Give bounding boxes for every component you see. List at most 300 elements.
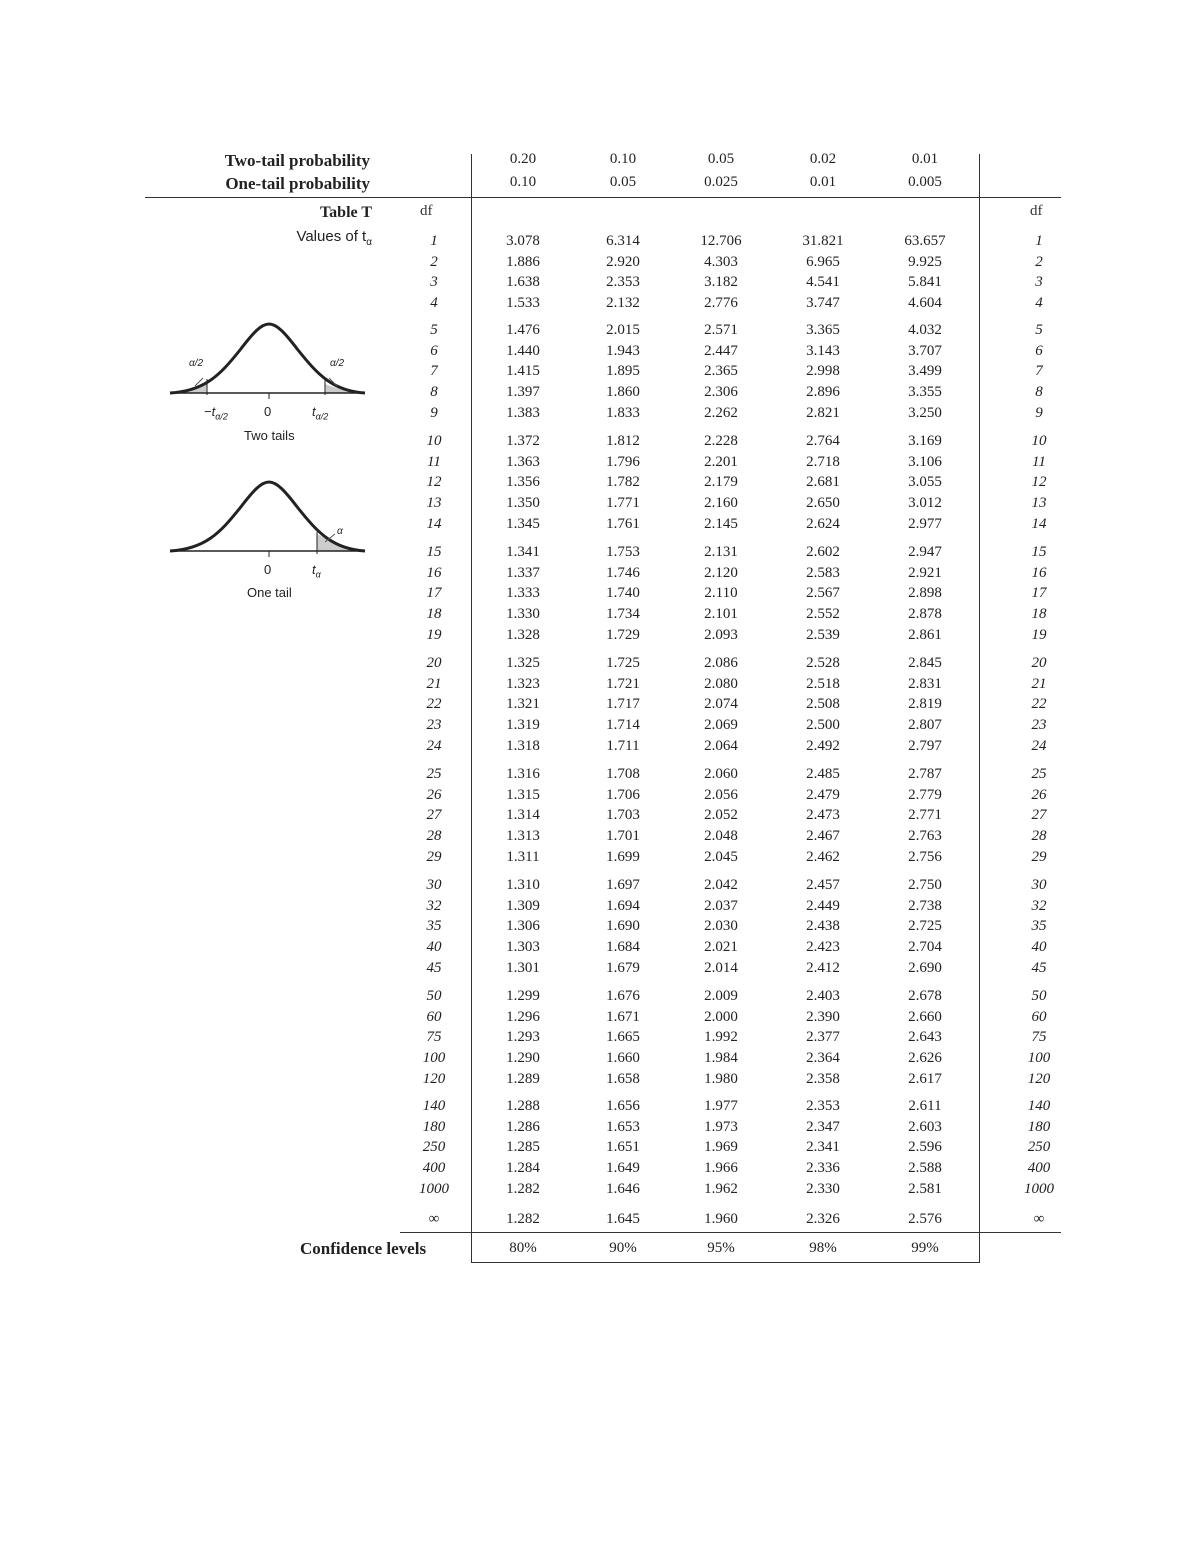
critical-value-cell: 1.415 [506,363,540,379]
df-value-right: 26 [1031,787,1047,803]
df-value-right: 20 [1031,655,1047,671]
critical-value-cell: 2.821 [806,405,840,421]
critical-value-cell: 2.009 [704,988,738,1004]
critical-value-cell: 3.499 [908,363,942,379]
critical-value-cell: 1.796 [606,454,640,470]
critical-value-cell: 5.841 [908,274,942,290]
df-value-left: 50 [426,988,442,1004]
critical-value-cell: 1.984 [704,1050,738,1066]
df-value-left: 12 [426,474,442,490]
alpha-half-left: α/2 [189,358,204,369]
df-value-right: 35 [1031,918,1047,934]
critical-value-cell: 1.966 [704,1160,738,1176]
df-value-left: 35 [426,918,442,934]
one-t-label: $t_\alpha$ [312,562,321,580]
zero-label-two-tails: 0 [264,404,272,419]
df-value-right: 3 [1035,274,1043,290]
critical-value-cell: 3.355 [908,384,942,400]
critical-value-cell: 2.552 [806,606,840,622]
df-value-left: 28 [426,828,442,844]
df-value-right: 50 [1031,988,1047,1004]
critical-value-cell: 1.684 [606,939,640,955]
confidence-value: 80% [509,1240,537,1256]
critical-value-cell: 2.797 [908,738,942,754]
critical-value-cell: 1.860 [606,384,640,400]
df-value-right: 14 [1031,516,1047,532]
confidence-value: 95% [707,1240,735,1256]
critical-value-cell: 2.898 [908,585,942,601]
critical-value-cell: 2.052 [704,807,738,823]
critical-value-cell: 2.353 [806,1098,840,1114]
df-value-left: 5 [430,322,438,338]
critical-value-cell: 2.358 [806,1071,840,1087]
df-value-left: 3 [430,274,438,290]
critical-value-cell: 1.306 [506,918,540,934]
df-value-right: 27 [1031,807,1047,823]
critical-value-cell: 2.819 [908,696,942,712]
critical-value-cell: 1.703 [606,807,640,823]
df-value-right: 45 [1031,960,1047,976]
critical-value-cell: 2.110 [704,585,738,601]
critical-value-cell: 1.330 [506,606,540,622]
df-value-right: 40 [1031,939,1047,955]
df-value-left: 24 [426,738,442,754]
critical-value-cell: 1.980 [704,1071,738,1087]
critical-value-cell: 2.423 [806,939,840,955]
critical-value-cell: 1.296 [506,1009,540,1025]
df-value-right: 7 [1035,363,1043,379]
df-value-right: 12 [1031,474,1047,490]
df-value-right: 28 [1031,828,1047,844]
critical-value-cell: 2.030 [704,918,738,934]
df-value-right: 19 [1031,627,1047,643]
critical-value-cell: 4.303 [704,254,738,270]
critical-value-cell: 1.701 [606,828,640,844]
critical-value-cell: 1.314 [506,807,540,823]
critical-value-cell: 1.714 [606,717,640,733]
critical-value-cell: 2.678 [908,988,942,1004]
critical-value-cell: 2.132 [606,295,640,311]
df-value-left: 27 [426,807,442,823]
df-value-right: ∞ [1033,1211,1045,1227]
critical-value-cell: 2.160 [704,495,738,511]
critical-value-cell: 1.746 [606,565,640,581]
critical-value-cell: 63.657 [904,233,946,249]
df-value-left: 9 [430,405,438,421]
critical-value-cell: 3.182 [704,274,738,290]
critical-value-cell: 1.729 [606,627,640,643]
critical-value-cell: 4.604 [908,295,942,311]
one-tail-value: 0.005 [908,174,942,190]
critical-value-cell: 3.250 [908,405,942,421]
critical-value-cell: 2.807 [908,717,942,733]
critical-value-cell: 2.998 [806,363,840,379]
critical-value-cell: 3.169 [908,433,942,449]
df-value-left: 25 [426,766,442,782]
critical-value-cell: 1.284 [506,1160,540,1176]
critical-value-cell: 2.145 [704,516,738,532]
critical-value-cell: 1.356 [506,474,540,490]
critical-value-cell: 2.449 [806,898,840,914]
critical-value-cell: 1.697 [606,877,640,893]
critical-value-cell: 1.533 [506,295,540,311]
critical-value-cell: 3.055 [908,474,942,490]
critical-value-cell: 1.782 [606,474,640,490]
one-tail-value: 0.05 [609,174,637,190]
df-value-right: 17 [1031,585,1047,601]
critical-value-cell: 2.457 [806,877,840,893]
critical-value-cell: 1.345 [506,516,540,532]
critical-value-cell: 2.069 [704,717,738,733]
critical-value-cell: 2.086 [704,655,738,671]
critical-value-cell: 1.397 [506,384,540,400]
critical-value-cell: 1.638 [506,274,540,290]
critical-value-cell: 1.721 [606,676,640,692]
critical-value-cell: 1.977 [704,1098,738,1114]
df-value-right: 60 [1031,1009,1047,1025]
critical-value-cell: 4.541 [806,274,840,290]
critical-value-cell: 2.064 [704,738,738,754]
critical-value-cell: 1.943 [606,343,640,359]
critical-value-cell: 1.671 [606,1009,640,1025]
critical-value-cell: 1.341 [506,544,540,560]
critical-value-cell: 1.303 [506,939,540,955]
two-tails-caption: Two tails [244,428,295,443]
df-value-left: 250 [422,1139,446,1155]
critical-value-cell: 1.282 [506,1211,540,1227]
critical-value-cell: 1.740 [606,585,640,601]
df-value-left: 40 [426,939,442,955]
critical-value-cell: 2.681 [806,474,840,490]
bottom-rule [471,1262,980,1263]
critical-value-cell: 1.771 [606,495,640,511]
alpha-label-one-tail: α [337,526,343,537]
df-header-left: df [420,203,433,219]
critical-value-cell: 2.583 [806,565,840,581]
zero-label-one-tail: 0 [264,562,272,577]
critical-value-cell: 2.438 [806,918,840,934]
critical-value-cell: 1.962 [704,1181,738,1197]
df-value-right: 8 [1035,384,1043,400]
confidence-value: 90% [609,1240,637,1256]
critical-value-cell: 1.289 [506,1071,540,1087]
critical-value-cell: 2.750 [908,877,942,893]
critical-value-cell: 3.747 [806,295,840,311]
critical-value-cell: 2.567 [806,585,840,601]
df-value-left: 13 [426,495,442,511]
critical-value-cell: 2.336 [806,1160,840,1176]
df-value-right: 400 [1027,1160,1051,1176]
critical-value-cell: 2.042 [704,877,738,893]
critical-value-cell: 1.706 [606,787,640,803]
critical-value-cell: 2.921 [908,565,942,581]
critical-value-cell: 1.319 [506,717,540,733]
df-value-right: 24 [1031,738,1047,754]
critical-value-cell: 1.653 [606,1119,640,1135]
critical-value-cell: 6.965 [806,254,840,270]
two-tails-diagram [165,315,375,445]
two-tail-value: 0.20 [509,151,537,167]
critical-value-cell: 2.080 [704,676,738,692]
critical-value-cell: 2.485 [806,766,840,782]
critical-value-cell: 1.960 [704,1211,738,1227]
critical-value-cell: 1.363 [506,454,540,470]
one-tail-value: 0.01 [809,174,837,190]
df-value-left: 45 [426,960,442,976]
critical-value-cell: 2.467 [806,828,840,844]
critical-value-cell: 2.341 [806,1139,840,1155]
critical-value-cell: 1.895 [606,363,640,379]
critical-value-cell: 2.787 [908,766,942,782]
df-value-left: 4 [430,295,438,311]
critical-value-cell: 2.539 [806,627,840,643]
critical-value-cell: 2.390 [806,1009,840,1025]
critical-value-cell: 1.711 [606,738,640,754]
df-value-left: 30 [426,877,442,893]
df-value-right: 6 [1035,343,1043,359]
critical-value-cell: 2.228 [704,433,738,449]
critical-value-cell: 2.831 [908,676,942,692]
df-value-left: 17 [426,585,442,601]
critical-value-cell: 1.350 [506,495,540,511]
df-value-right: 21 [1031,676,1047,692]
one-tail-value: 0.10 [509,174,537,190]
df-value-left: 20 [426,655,442,671]
critical-value-cell: 1.282 [506,1181,540,1197]
df-value-left: 400 [422,1160,446,1176]
alpha-half-right: α/2 [330,358,345,369]
df-value-left: 14 [426,516,442,532]
neg-t-label: $-t_{\alpha/2}$ [204,404,228,422]
critical-value-cell: 9.925 [908,254,942,270]
df-value-left: 2 [430,254,438,270]
critical-value-cell: 1.651 [606,1139,640,1155]
df-value-right: 32 [1031,898,1047,914]
critical-value-cell: 2.896 [806,384,840,400]
critical-value-cell: 1.290 [506,1050,540,1066]
df-value-left: 22 [426,696,442,712]
critical-value-cell: 2.624 [806,516,840,532]
critical-value-cell: 2.977 [908,516,942,532]
one-tail-value: 0.025 [704,174,738,190]
confidence-value: 99% [911,1240,939,1256]
critical-value-cell: 2.021 [704,939,738,955]
critical-value-cell: 2.179 [704,474,738,490]
df-value-left: 19 [426,627,442,643]
critical-value-cell: 2.617 [908,1071,942,1087]
critical-value-cell: 1.440 [506,343,540,359]
critical-value-cell: 2.074 [704,696,738,712]
one-tail-diagram [165,472,375,562]
critical-value-cell: 1.645 [606,1211,640,1227]
one-tail-probability-label: One-tail probability [225,174,370,193]
df-value-left: 8 [430,384,438,400]
critical-value-cell: 2.492 [806,738,840,754]
critical-value-cell: 1.310 [506,877,540,893]
df-value-right: 250 [1027,1139,1051,1155]
df-value-left: 15 [426,544,442,560]
df-value-right: 15 [1031,544,1047,560]
critical-value-cell: 1.812 [606,433,640,449]
critical-value-cell: 2.403 [806,988,840,1004]
critical-value-cell: 2.045 [704,849,738,865]
critical-value-cell: 1.833 [606,405,640,421]
critical-value-cell: 2.056 [704,787,738,803]
critical-value-cell: 1.734 [606,606,640,622]
critical-value-cell: 2.763 [908,828,942,844]
critical-value-cell: 2.920 [606,254,640,270]
critical-value-cell: 2.447 [704,343,738,359]
critical-value-cell: 1.383 [506,405,540,421]
critical-value-cell: 2.120 [704,565,738,581]
critical-value-cell: 1.725 [606,655,640,671]
df-value-left: 23 [426,717,442,733]
df-value-left: 26 [426,787,442,803]
critical-value-cell: 2.861 [908,627,942,643]
critical-value-cell: 1.299 [506,988,540,1004]
df-value-left: 60 [426,1009,442,1025]
critical-value-cell: 2.571 [704,322,738,338]
critical-value-cell: 4.032 [908,322,942,338]
critical-value-cell: 2.878 [908,606,942,622]
critical-value-cell: 3.012 [908,495,942,511]
critical-value-cell: 2.738 [908,898,942,914]
critical-value-cell: 2.725 [908,918,942,934]
df-value-left: 6 [430,343,438,359]
critical-value-cell: 2.660 [908,1009,942,1025]
critical-value-cell: 2.947 [908,544,942,560]
df-value-right: 16 [1031,565,1047,581]
df-value-right: 1000 [1024,1181,1054,1197]
df-value-left: 21 [426,676,442,692]
critical-value-cell: 1.690 [606,918,640,934]
df-value-left: 140 [422,1098,446,1114]
critical-value-cell: 2.015 [606,322,640,338]
critical-value-cell: 2.365 [704,363,738,379]
df-value-left: 180 [422,1119,446,1135]
critical-value-cell: 1.286 [506,1119,540,1135]
critical-value-cell: 6.314 [606,233,640,249]
critical-value-cell: 1.288 [506,1098,540,1114]
critical-value-cell: 2.479 [806,787,840,803]
two-tail-probability-label: Two-tail probability [224,151,370,170]
critical-value-cell: 2.596 [908,1139,942,1155]
critical-value-cell: 1.333 [506,585,540,601]
critical-value-cell: 1.753 [606,544,640,560]
critical-value-cell: 2.588 [908,1160,942,1176]
critical-value-cell: 2.000 [704,1009,738,1025]
one-tail-curve [170,482,365,551]
critical-value-cell: 2.060 [704,766,738,782]
critical-value-cell: 2.603 [908,1119,942,1135]
df-value-right: 140 [1027,1098,1051,1114]
confidence-value: 98% [809,1240,837,1256]
df-value-left: 29 [426,849,442,865]
critical-value-cell: 1.656 [606,1098,640,1114]
critical-value-cell: 1.886 [506,254,540,270]
critical-value-cell: 2.771 [908,807,942,823]
table-title: Table T [319,204,372,221]
critical-value-cell: 3.365 [806,322,840,338]
critical-value-cell: 31.821 [802,233,844,249]
critical-value-cell: 1.679 [606,960,640,976]
critical-value-cell: 2.776 [704,295,738,311]
critical-value-cell: 1.285 [506,1139,540,1155]
df-value-right: 11 [1032,454,1046,470]
critical-value-cell: 2.014 [704,960,738,976]
critical-value-cell: 2.377 [806,1029,840,1045]
critical-value-cell: 2.473 [806,807,840,823]
critical-value-cell: 2.048 [704,828,738,844]
critical-value-cell: 2.626 [908,1050,942,1066]
critical-value-cell: 1.372 [506,433,540,449]
critical-value-cell: 1.676 [606,988,640,1004]
critical-value-cell: 1.309 [506,898,540,914]
df-value-left: 32 [426,898,442,914]
critical-value-cell: 2.779 [908,787,942,803]
critical-value-cell: 1.301 [506,960,540,976]
critical-value-cell: 2.518 [806,676,840,692]
critical-value-cell: 1.665 [606,1029,640,1045]
header-rule [145,197,1061,198]
critical-value-cell: 2.326 [806,1211,840,1227]
critical-value-cell: 1.649 [606,1160,640,1176]
critical-value-cell: 2.756 [908,849,942,865]
df-value-left: 1 [430,233,438,249]
df-value-right: 2 [1035,254,1043,270]
critical-value-cell: 2.037 [704,898,738,914]
left-vertical-rule [471,154,472,1263]
df-value-left: ∞ [428,1211,440,1227]
critical-value-cell: 2.602 [806,544,840,560]
two-tail-value: 0.05 [707,151,735,167]
critical-value-cell: 2.330 [806,1181,840,1197]
critical-value-cell: 1.694 [606,898,640,914]
two-tail-value: 0.10 [609,151,637,167]
critical-value-cell: 2.764 [806,433,840,449]
df-value-left: 18 [426,606,442,622]
confidence-levels-label: Confidence levels [300,1239,427,1258]
df-value-left: 120 [422,1071,446,1087]
df-value-right: 18 [1031,606,1047,622]
df-value-left: 7 [430,363,438,379]
df-value-left: 11 [427,454,441,470]
critical-value-cell: 2.262 [704,405,738,421]
df-value-left: 1000 [419,1181,449,1197]
df-value-right: 75 [1031,1029,1047,1045]
critical-value-cell: 1.337 [506,565,540,581]
critical-value-cell: 1.321 [506,696,540,712]
critical-value-cell: 2.704 [908,939,942,955]
df-value-right: 180 [1027,1119,1051,1135]
pos-t-label: $t_{\alpha/2}$ [312,404,329,422]
critical-value-cell: 1.318 [506,738,540,754]
critical-value-cell: 2.611 [908,1098,942,1114]
critical-value-cell: 1.708 [606,766,640,782]
table-subtitle: Values of $t_\alpha$ [296,228,372,248]
critical-value-cell: 2.131 [704,544,738,560]
critical-value-cell: 2.353 [606,274,640,290]
df-value-right: 30 [1031,877,1047,893]
critical-value-cell: 2.508 [806,696,840,712]
critical-value-cell: 1.328 [506,627,540,643]
critical-value-cell: 1.646 [606,1181,640,1197]
critical-value-cell: 1.293 [506,1029,540,1045]
critical-value-cell: 3.707 [908,343,942,359]
two-tail-value: 0.01 [911,151,939,167]
df-value-right: 25 [1031,766,1047,782]
df-value-right: 5 [1035,322,1043,338]
